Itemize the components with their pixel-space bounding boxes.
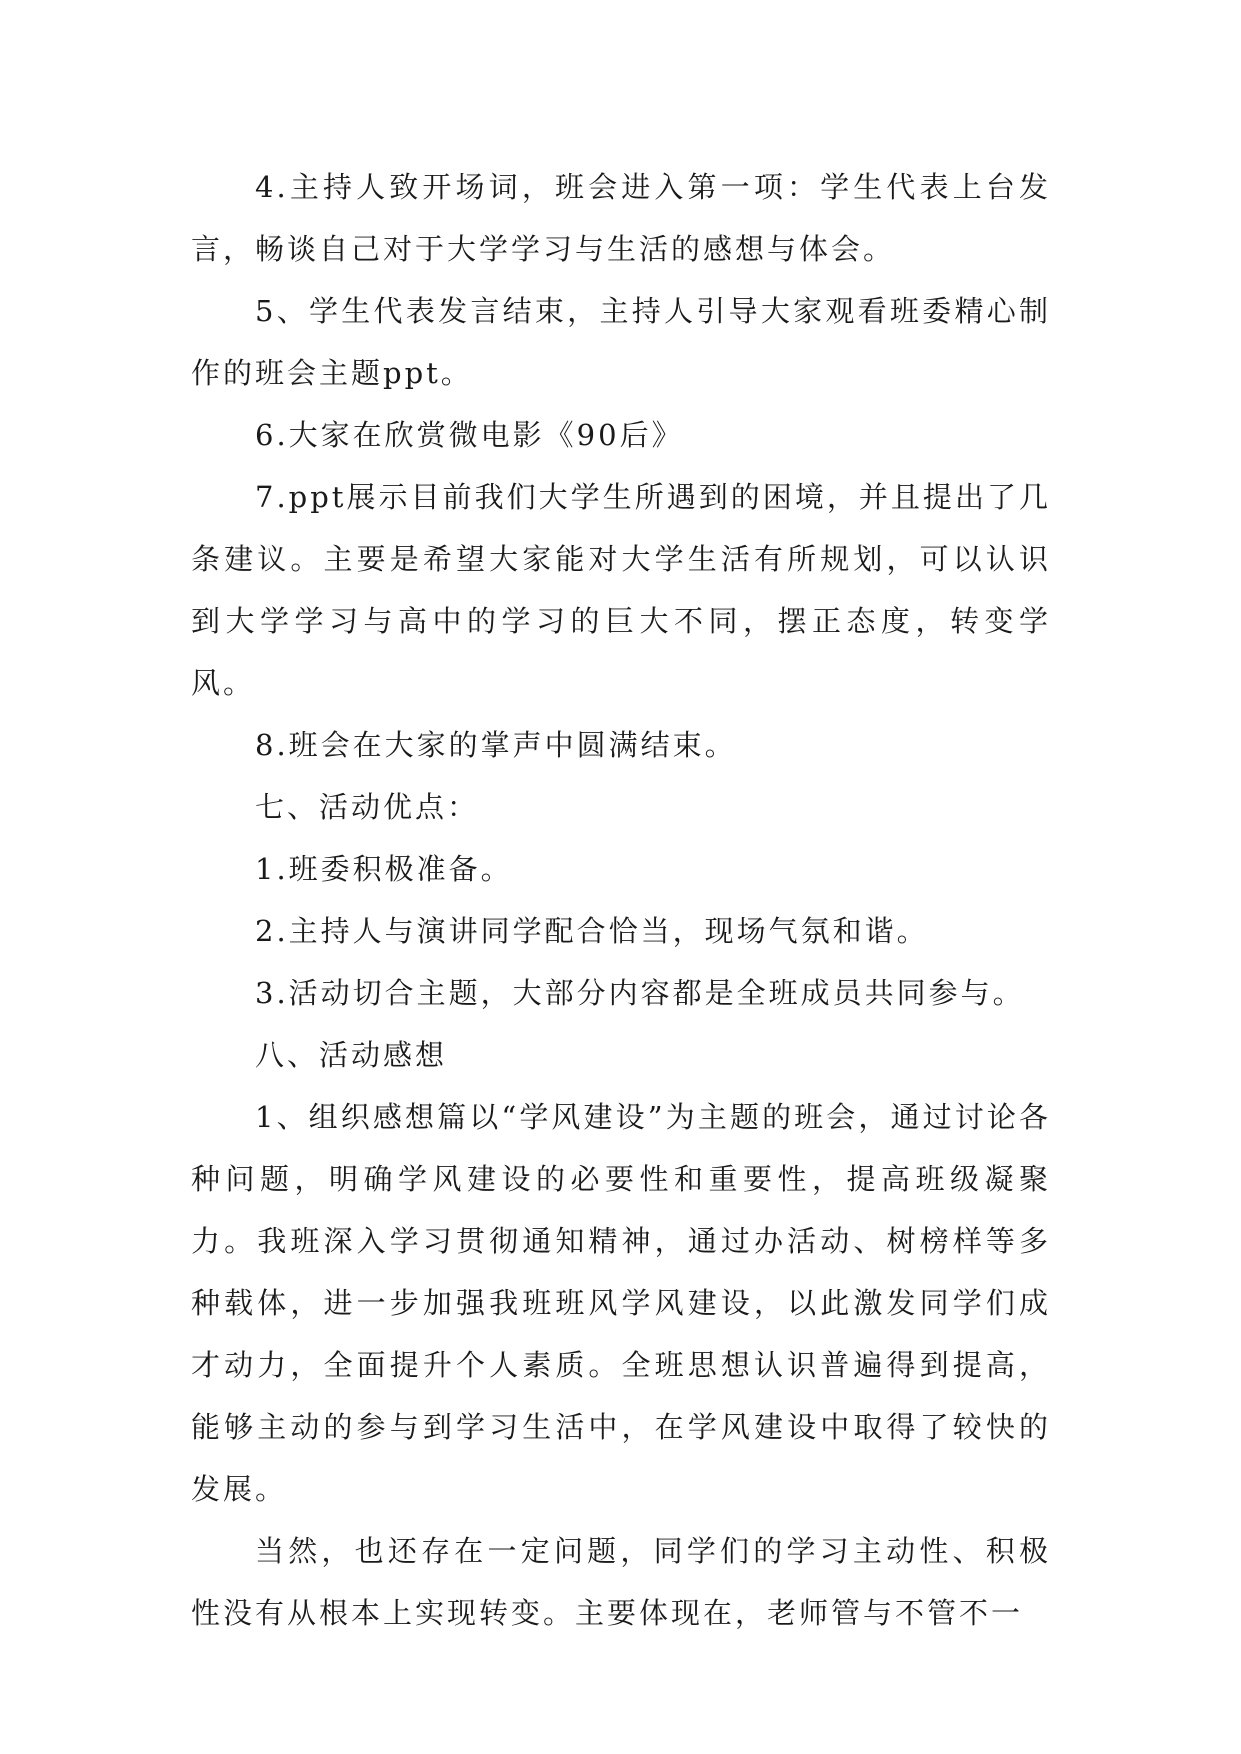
list-item-advantage-1: 1.班委积极准备。 [255,852,513,886]
paragraph-reflection-1: 1、组织感想篇以“学风建设”为主题的班会，通过讨论各种问题，明确学风建设的必要性和重要性，提高班级凝聚力。我班深入学习贯彻通知精神，通过办活动、树榜样等多种载体，进一步加强我班班风学风建设，以此激发同学们成才动力，全面提升个人素质。全班思想认识普遍得到提高，能够主动的参与到学习生活中，在学风建设中取得了较快的发展。 [191,1100,1051,1506]
document-body [191,156,1051,1644]
paragraph-micro-film: 6.大家在欣赏微电影《90后》 [255,418,684,452]
paragraph-ppt-suggestions: 7.ppt展示目前我们大学生所遇到的困境，并且提出了几条建议。主要是希望大家能对大学生活有所规划，可以认识到大学学习与高中的学习的巨大不同，摆正态度，转变学风。 [191,480,1051,700]
paragraph-student-speech-end: 5、学生代表发言结束，主持人引导大家观看班委精心制作的班会主题ppt。 [191,294,1051,390]
section-heading-advantages: 七、活动优点： [255,790,480,824]
section-heading-reflections: 八、活动感想 [255,1038,448,1072]
list-item-advantage-3: 3.活动切合主题，大部分内容都是全班成员共同参与。 [255,976,1025,1010]
paragraph-remaining-problems: 当然，也还存在一定问题，同学们的学习主动性、积极性没有从根本上实现转变。主要体现在，老师管与不管不一 [191,1534,1051,1630]
paragraph-host-opening: 4.主持人致开场词，班会进入第一项：学生代表上台发言，畅谈自己对于大学学习与生活的感想与体会。 [191,170,1051,266]
list-item-advantage-2: 2.主持人与演讲同学配合恰当，现场气氛和谐。 [255,914,929,948]
paragraph-meeting-end: 8.班会在大家的掌声中圆满结束。 [255,728,737,762]
